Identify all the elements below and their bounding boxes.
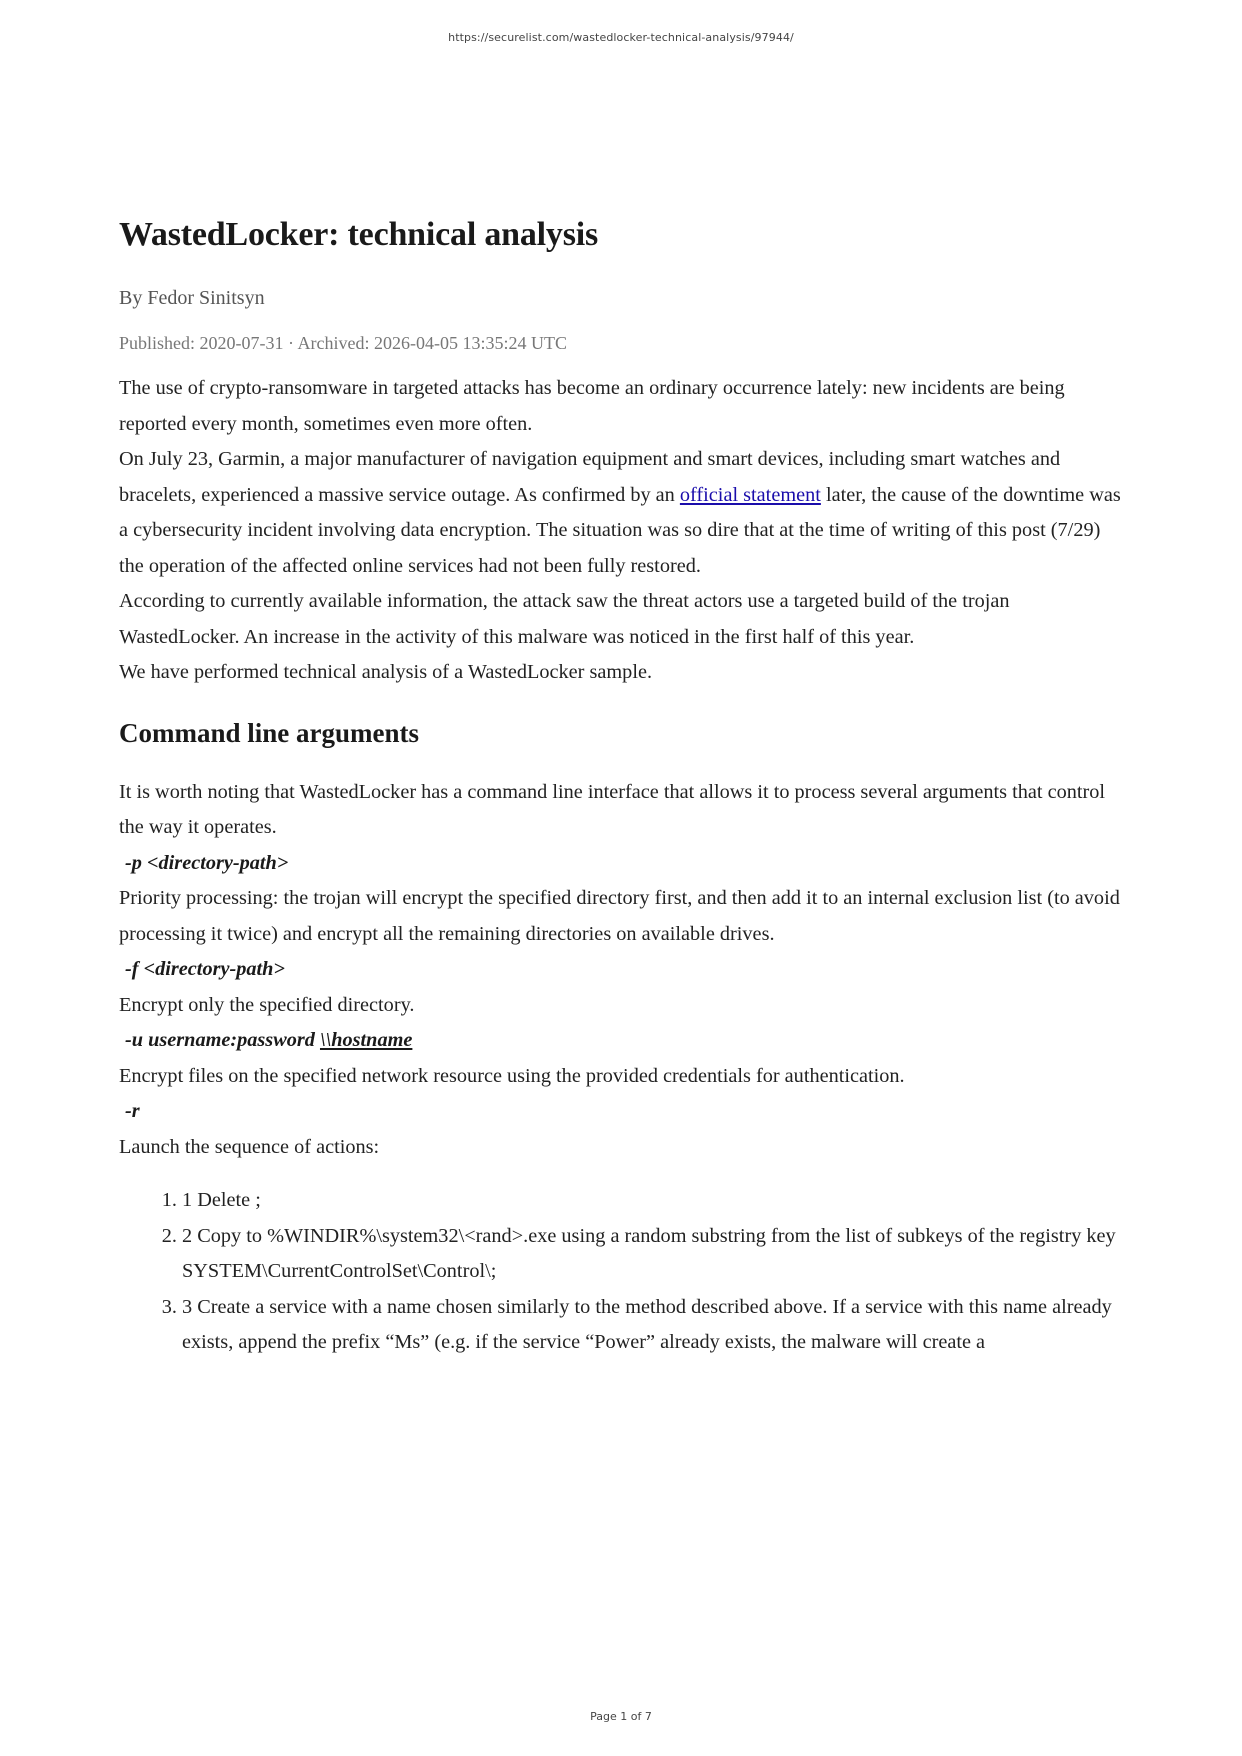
- list-item: 3. 3 Create a service with a name chosen similarly to the method described above. If a service with this name already exists, append the prefix “Ms” (e.g. if the service “Power” already exists, the malware will create a: [182, 1290, 1129, 1361]
- arg-description-r: Launch the sequence of actions:: [119, 1135, 380, 1158]
- section-heading-command-line: Command line arguments: [119, 717, 420, 748]
- paragraph-garmin-text-1: On July 23, Garmin, a major manufacturer of navigation equipment and smart devices, including smart watches and bracelets, experienced a massive service outage. As confirmed by an: [119, 448, 1061, 506]
- page-url-header: https://securelist.com/wastedlocker-technical-analysis/97944/: [448, 31, 794, 44]
- paragraph-garmin: [119, 442, 1129, 584]
- paragraph-attack-info: According to currently available information, the attack saw the threat actors use a targeted build of the trojan WastedLocker. An increase in the activity of this malware was noticed in the first half of this year.: [119, 590, 1010, 648]
- paragraph-garmin-text-2: later, the cause of the downtime was a cybersecurity incident involving data encryption. The situation was so dire that at the time of writing of this post (7/29) the operation of the affected online services had not been fully restored.: [119, 483, 1121, 577]
- arg-flag-u-prefix: -u username:password: [125, 1029, 320, 1051]
- paragraph-intro: The use of crypto-ransomware in targeted attacks has become an ordinary occurrence lately: new incidents are being reported every month, sometimes even more often.: [119, 377, 1065, 435]
- page-number: Page 1 of 7: [590, 1710, 652, 1723]
- arg-flag-u: [119, 1023, 1129, 1059]
- arg-description-f: Encrypt only the specified directory.: [119, 993, 415, 1016]
- arg-flag-p: -p <directory-path>: [125, 851, 289, 874]
- article-meta: Published: 2020-07-31 · Archived: 2026-04-05 13:35:24 UTC: [119, 333, 567, 353]
- official-statement-link[interactable]: official statement: [679, 483, 821, 506]
- list-item: 1. 1 Delete ;: [182, 1183, 1129, 1219]
- arg-flag-u-hostname: \\hostname: [319, 1029, 413, 1051]
- arg-description-p: Priority processing: the trojan will encrypt the specified directory first, and then add it to an internal exclusion list (to avoid processing it twice) and encrypt all the remaining directories on available drives.: [119, 887, 1120, 945]
- article-content: [119, 211, 1129, 1361]
- list-item: 2. 2 Copy to %WINDIR%\system32\<rand>.exe using a random substring from the list of subkeys of the registry key SYSTEM\CurrentControlSet\Control\;: [182, 1219, 1129, 1290]
- action-sequence-list: [119, 1183, 1129, 1361]
- article-title: WastedLocker: technical analysis: [119, 216, 599, 253]
- paragraph-analysis: We have performed technical analysis of a WastedLocker sample.: [119, 661, 653, 683]
- paragraph-cli-intro: It is worth noting that WastedLocker has a command line interface that allows it to process several arguments that control the way it operates.: [119, 780, 1106, 838]
- arg-flag-f: -f <directory-path>: [125, 958, 285, 980]
- arg-flag-r: -r: [125, 1100, 140, 1122]
- article-byline: By Fedor Sinitsyn: [119, 287, 265, 309]
- arg-description-u: Encrypt files on the specified network resource using the provided credentials for authentication.: [119, 1064, 905, 1087]
